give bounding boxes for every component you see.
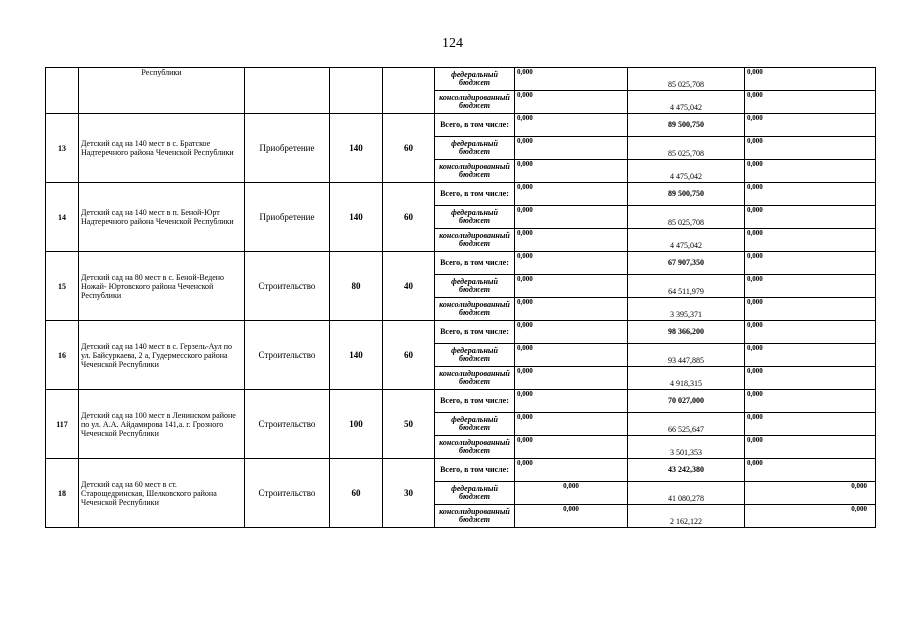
capacity: 140 xyxy=(330,114,383,183)
source-label: консолидированный бюджет xyxy=(435,91,515,114)
row-number: 13 xyxy=(46,114,79,183)
amount-cell: 85 025,708 xyxy=(628,206,745,229)
value-cell: 0,000 xyxy=(745,298,876,321)
row-number: 117 xyxy=(46,390,79,459)
value-cell: 0,000 xyxy=(745,505,876,528)
value-cell: 0,000 xyxy=(745,482,876,505)
value-cell: 0,000 xyxy=(515,505,628,528)
source-label: консолидированный бюджет xyxy=(435,367,515,390)
capacity: 140 xyxy=(330,183,383,252)
source-label: консолидированный бюджет xyxy=(435,505,515,528)
extra-value: 40 xyxy=(383,252,435,321)
value-cell: 0,000 xyxy=(515,229,628,252)
value-cell: 0,000 xyxy=(515,183,628,206)
extra-value: 60 xyxy=(383,321,435,390)
capacity: 100 xyxy=(330,390,383,459)
value-cell: 0,000 xyxy=(745,459,876,482)
value-cell: 0,000 xyxy=(515,160,628,183)
row-number: 15 xyxy=(46,252,79,321)
source-label: Всего, в том числе: xyxy=(435,390,515,413)
source-label: консолидированный бюджет xyxy=(435,436,515,459)
value-cell: 0,000 xyxy=(745,367,876,390)
source-label: федеральный бюджет xyxy=(435,344,515,367)
value-cell: 0,000 xyxy=(745,91,876,114)
budget-table xyxy=(45,67,876,528)
value-cell: 0,000 xyxy=(515,321,628,344)
value-cell: 0,000 xyxy=(515,459,628,482)
value-cell: 0,000 xyxy=(745,275,876,298)
work-type: Строительство xyxy=(245,252,330,321)
value-cell: 0,000 xyxy=(745,206,876,229)
table-row xyxy=(46,252,876,275)
row-number: 16 xyxy=(46,321,79,390)
extra-value: 50 xyxy=(383,390,435,459)
capacity: 80 xyxy=(330,252,383,321)
row-number: 14 xyxy=(46,183,79,252)
extra-value: 60 xyxy=(383,114,435,183)
amount-cell: 67 907,350 xyxy=(628,252,745,275)
value-cell: 0,000 xyxy=(515,206,628,229)
table-row xyxy=(46,459,876,482)
value-cell: 0,000 xyxy=(745,436,876,459)
capacity: 60 xyxy=(330,459,383,528)
amount-cell: 89 500,750 xyxy=(628,183,745,206)
value-cell: 0,000 xyxy=(745,68,876,91)
amount-cell: 64 511,979 xyxy=(628,275,745,298)
row-number xyxy=(46,68,79,114)
value-cell: 0,000 xyxy=(745,229,876,252)
object-name: Детский сад на 140 мест в п. Беной-Юрт Надтеречного района Чеченской Республики xyxy=(79,183,245,252)
value-cell: 0,000 xyxy=(515,68,628,91)
source-label: Всего, в том числе: xyxy=(435,252,515,275)
source-label: Всего, в том числе: xyxy=(435,114,515,137)
source-label: Всего, в том числе: xyxy=(435,321,515,344)
source-label: федеральный бюджет xyxy=(435,413,515,436)
row-number: 18 xyxy=(46,459,79,528)
work-type: Приобретение xyxy=(245,114,330,183)
object-name: Республики xyxy=(79,68,245,114)
source-label: консолидированный бюджет xyxy=(435,160,515,183)
value-cell: 0,000 xyxy=(515,413,628,436)
amount-cell: 4 475,042 xyxy=(628,229,745,252)
source-label: Всего, в том числе: xyxy=(435,183,515,206)
amount-cell: 3 395,371 xyxy=(628,298,745,321)
amount-cell: 85 025,708 xyxy=(628,68,745,91)
value-cell: 0,000 xyxy=(515,137,628,160)
value-cell: 0,000 xyxy=(745,137,876,160)
source-label: консолидированный бюджет xyxy=(435,298,515,321)
value-cell: 0,000 xyxy=(515,275,628,298)
amount-cell: 4 475,042 xyxy=(628,91,745,114)
value-cell: 0,000 xyxy=(515,114,628,137)
extra-value: 30 xyxy=(383,459,435,528)
object-name: Детский сад на 140 мест в с. Братское Надтеречного района Чеченской Республики xyxy=(79,114,245,183)
value-cell: 0,000 xyxy=(515,436,628,459)
value-cell: 0,000 xyxy=(515,298,628,321)
amount-cell: 4 475,042 xyxy=(628,160,745,183)
source-label: Всего, в том числе: xyxy=(435,459,515,482)
table-row xyxy=(46,68,876,91)
table-row xyxy=(46,183,876,206)
amount-cell: 98 366,200 xyxy=(628,321,745,344)
capacity: 140 xyxy=(330,321,383,390)
value-cell: 0,000 xyxy=(745,183,876,206)
amount-cell: 2 162,122 xyxy=(628,505,745,528)
table-row xyxy=(46,321,876,344)
amount-cell: 66 525,647 xyxy=(628,413,745,436)
source-label: федеральный бюджет xyxy=(435,482,515,505)
source-label: федеральный бюджет xyxy=(435,275,515,298)
table-row xyxy=(46,114,876,137)
value-cell: 0,000 xyxy=(745,390,876,413)
amount-cell: 70 027,000 xyxy=(628,390,745,413)
object-name: Детский сад на 80 мест в с. Беной-Ведено Ножай- Юртовского района Чеченской Республики xyxy=(79,252,245,321)
value-cell: 0,000 xyxy=(745,160,876,183)
source-label: федеральный бюджет xyxy=(435,206,515,229)
work-type: Строительство xyxy=(245,390,330,459)
object-name: Детский сад на 140 мест в с. Герзель-Аул по ул. Байсуркаева, 2 а, Гудермесского района Чеченской Республики xyxy=(79,321,245,390)
value-cell: 0,000 xyxy=(745,413,876,436)
value-cell: 0,000 xyxy=(515,482,628,505)
source-label: консолидированный бюджет xyxy=(435,229,515,252)
value-cell: 0,000 xyxy=(515,252,628,275)
value-cell: 0,000 xyxy=(515,367,628,390)
value-cell: 0,000 xyxy=(515,390,628,413)
page-number: 124 xyxy=(442,36,463,51)
amount-cell: 41 080,278 xyxy=(628,482,745,505)
value-cell: 0,000 xyxy=(515,91,628,114)
extra-value: 60 xyxy=(383,183,435,252)
object-name: Детский сад на 100 мест в Ленинском районе по ул. А.А. Айдамирова 141,а. г. Грозного Чеченской Республики xyxy=(79,390,245,459)
value-cell: 0,000 xyxy=(745,321,876,344)
value-cell: 0,000 xyxy=(515,344,628,367)
value-cell: 0,000 xyxy=(745,344,876,367)
value-cell: 0,000 xyxy=(745,114,876,137)
amount-cell: 3 501,353 xyxy=(628,436,745,459)
value-cell: 0,000 xyxy=(745,252,876,275)
work-type: Приобретение xyxy=(245,183,330,252)
amount-cell: 4 918,315 xyxy=(628,367,745,390)
amount-cell: 93 447,885 xyxy=(628,344,745,367)
amount-cell: 85 025,708 xyxy=(628,137,745,160)
source-label: федеральный бюджет xyxy=(435,68,515,91)
object-name: Детский сад на 60 мест в ст. Старощедринская, Шелковского района Чеченской Республики xyxy=(79,459,245,528)
work-type: Строительство xyxy=(245,321,330,390)
source-label: федеральный бюджет xyxy=(435,137,515,160)
work-type: Строительство xyxy=(245,459,330,528)
table-row xyxy=(46,390,876,413)
amount-cell: 89 500,750 xyxy=(628,114,745,137)
amount-cell: 43 242,380 xyxy=(628,459,745,482)
